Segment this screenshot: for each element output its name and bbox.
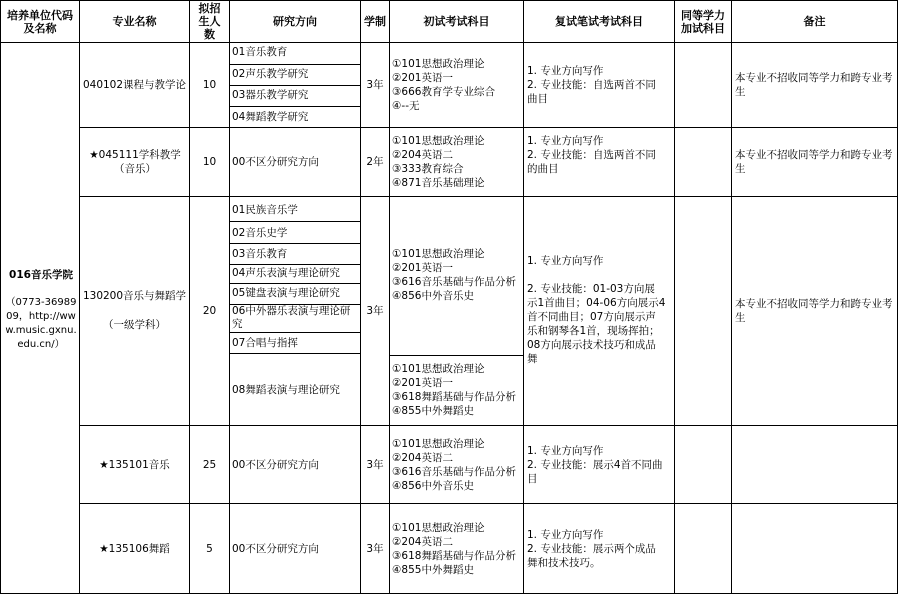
major-name: 040102课程与教学论 <box>82 79 187 91</box>
direction-item: 02音乐史学 <box>232 227 288 239</box>
header-unit: 培养单位代码及名称 <box>7 8 73 35</box>
header-remark: 备注 <box>803 15 826 28</box>
retest-line: 曲目 <box>527 93 548 105</box>
exam-subject: ④856中外音乐史 <box>392 479 474 492</box>
retest-line: 2. 专业技能：01-03方向展 <box>527 283 655 295</box>
exam-split-line <box>389 355 523 356</box>
quota-value: 10 <box>202 79 217 91</box>
remark <box>735 504 895 593</box>
exam-subject: ①101思想政治理论 <box>392 248 485 260</box>
direction-item: 04声乐表演与理论研究 <box>232 267 340 279</box>
exam-subjects <box>392 426 523 503</box>
exam-subject: ②204英语二 <box>392 451 453 464</box>
direction-item: 00不区分研究方向 <box>232 156 319 168</box>
retest-line <box>527 268 674 282</box>
exam-subject: ④855中外舞蹈史 <box>392 405 474 417</box>
retest-line: 示1首曲目；04-06方向展示4 <box>527 297 666 309</box>
exam-subject: ②201英语一 <box>392 377 453 389</box>
direction-item: 01音乐教育 <box>232 46 288 58</box>
duration-value: 3年 <box>366 305 384 317</box>
duration-value: 3年 <box>366 79 384 91</box>
quota-value: 20 <box>202 305 217 317</box>
exam-subject: ③618舞蹈基础与作品分析 <box>392 549 516 562</box>
remark <box>735 426 895 503</box>
exam-subject: ②201英语一 <box>392 72 453 84</box>
retest-subjects <box>527 134 674 190</box>
direction-item: 01民族音乐学 <box>232 204 298 216</box>
retest-subjects <box>527 43 674 127</box>
exam-subject: ①101思想政治理论 <box>392 521 485 534</box>
retest-line: 1. 专业方向写作 <box>527 135 604 147</box>
direction-item: 03器乐教学研究 <box>232 89 309 101</box>
direction-line <box>229 283 360 284</box>
retest-line: 舞和技术技巧。 <box>527 556 601 569</box>
exam-subjects <box>392 247 523 307</box>
header-major: 专业名称 <box>112 15 157 28</box>
exam-subject: ①101思想政治理论 <box>392 363 485 375</box>
col-line <box>731 0 732 594</box>
col-line <box>389 0 390 594</box>
header-quota: 拟招生人数 <box>198 2 221 41</box>
retest-subjects <box>527 426 674 503</box>
major-sub: （一级学科） <box>103 319 166 331</box>
retest-line: 乐和钢琴各1首，现场挥拍； <box>527 325 660 337</box>
quota-value: 10 <box>202 156 217 168</box>
retest-line: 首不同曲目；07方向展示声 <box>527 311 656 323</box>
direction-item: 07合唱与指挥 <box>232 337 298 349</box>
exam-subject: ③618舞蹈基础与作品分析 <box>392 391 516 403</box>
major-name: ★135106舞蹈 <box>99 542 170 555</box>
duration-value: 3年 <box>366 542 384 555</box>
exam-subject: ③333教育综合 <box>392 163 464 175</box>
direction-item: 00不区分研究方向 <box>232 542 319 555</box>
retest-line: 舞 <box>527 353 538 365</box>
unit-name: 016音乐学院 <box>9 269 73 281</box>
direction-line <box>229 106 360 107</box>
exam-subjects-dance <box>392 362 523 422</box>
direction-line <box>229 243 360 244</box>
direction-line <box>229 264 360 265</box>
retest-line: 1. 专业方向写作 <box>527 444 604 457</box>
retest-subjects <box>527 504 674 593</box>
col-line <box>229 0 230 594</box>
exam-subject: ②204英语二 <box>392 535 453 548</box>
exam-subjects <box>392 504 523 593</box>
header-initial-exam: 初试考试科目 <box>423 15 490 28</box>
header-retest: 复试笔试考试科目 <box>555 15 643 28</box>
direction-item: 04舞蹈教学研究 <box>232 111 309 123</box>
retest-line: 1. 专业方向写作 <box>527 528 604 541</box>
direction-line <box>229 85 360 86</box>
exam-subject: ④855中外舞蹈史 <box>392 563 474 576</box>
major-name: ★135101音乐 <box>99 458 170 471</box>
exam-subjects <box>392 128 523 196</box>
direction-line <box>229 64 360 65</box>
remark: 本专业不招收同等学力和跨专业考生 <box>735 72 893 98</box>
retest-line: 目 <box>527 472 538 485</box>
exam-subject: ④871音乐基础理论 <box>392 177 485 189</box>
duration-value: 3年 <box>366 458 384 471</box>
exam-subjects <box>392 43 523 127</box>
quota-value: 25 <box>202 458 217 471</box>
exam-subject: ④--无 <box>392 100 420 112</box>
direction-line <box>229 221 360 222</box>
retest-line: 2. 专业技能：展示4首不同曲 <box>527 458 663 471</box>
col-line <box>523 0 524 594</box>
exam-subject: ①101思想政治理论 <box>392 58 485 70</box>
header-equivalent: 同等学力加试科目 <box>681 8 725 35</box>
retest-line: 2. 专业技能：展示两个成品 <box>527 542 656 555</box>
retest-line: 1. 专业方向写作 <box>527 255 604 267</box>
remark: 本专业不招收同等学力和跨专业考生 <box>735 149 893 175</box>
retest-line: 的曲目 <box>527 163 559 175</box>
header-direction: 研究方向 <box>273 15 317 28</box>
major-name: ★045111学科教学（音乐） <box>89 149 181 175</box>
direction-item: 06中外器乐表演与理论研究 <box>232 305 351 330</box>
exam-subject: ④856中外音乐史 <box>392 290 474 302</box>
exam-subject: ③616音乐基础与作品分析 <box>392 465 516 478</box>
exam-subject: ③666教育学专业综合 <box>392 86 495 98</box>
header-duration: 学制 <box>364 15 386 28</box>
exam-subject: ②204英语二 <box>392 149 453 161</box>
exam-subject: ①101思想政治理论 <box>392 135 485 147</box>
retest-line: 2. 专业技能：自选两首不同 <box>527 149 656 161</box>
duration-value: 2年 <box>366 156 384 168</box>
retest-line: 08方向展示技术技巧和成品 <box>527 339 656 351</box>
retest-line: 1. 专业方向写作 <box>527 65 604 77</box>
direction-item: 03音乐教育 <box>232 248 288 260</box>
exam-subject: ②201英语一 <box>392 262 453 274</box>
retest-subjects <box>527 254 674 369</box>
table-border-left <box>0 0 1 594</box>
direction-item: 02声乐教学研究 <box>232 68 309 80</box>
direction-item: 00不区分研究方向 <box>232 458 319 471</box>
exam-subject: ③616音乐基础与作品分析 <box>392 276 516 288</box>
remark: 本专业不招收同等学力和跨专业考生 <box>735 298 893 324</box>
major-name: 130200音乐与舞蹈学 <box>82 290 187 302</box>
unit-contact: （0773-3698909，http://www.music.gxnu.edu.cn/） <box>5 297 77 350</box>
retest-line: 2. 专业技能：自选两首不同 <box>527 79 656 91</box>
direction-item: 08舞蹈表演与理论研究 <box>232 383 340 396</box>
exam-subject: ①101思想政治理论 <box>392 437 485 450</box>
quota-value: 5 <box>206 542 213 555</box>
direction-item: 05键盘表演与理论研究 <box>232 287 340 299</box>
col-line <box>674 0 675 594</box>
